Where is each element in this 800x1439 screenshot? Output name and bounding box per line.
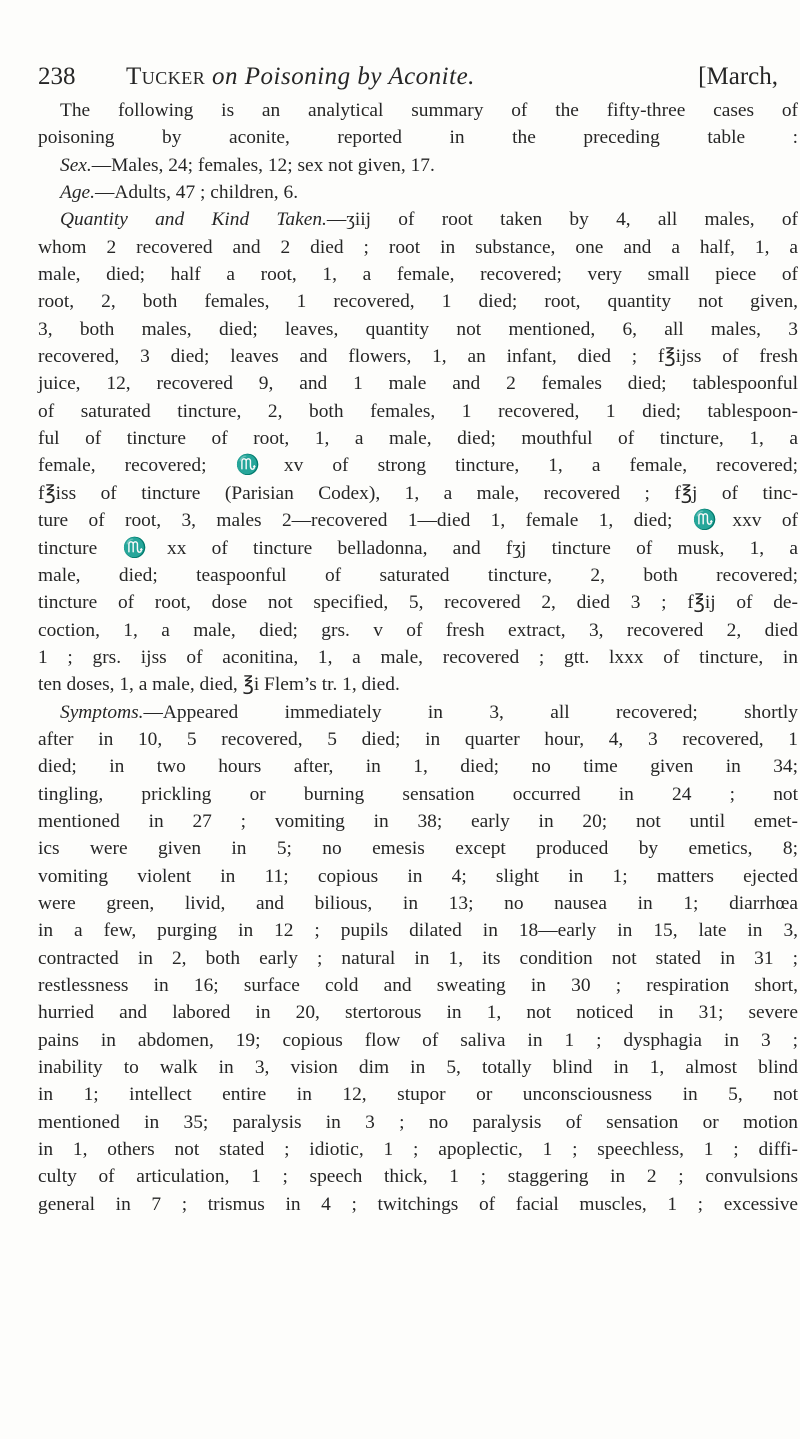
text-line [38, 945, 798, 972]
text-line [38, 863, 798, 890]
text-line [38, 726, 798, 753]
line-text: after in 10, 5 recovered, 5 died; in quarter hour, 4, 3 recovered, 1 [38, 728, 798, 750]
line-text: 1 ; grs. ijss of aconitina, 1, a male, recovered ; gtt. lxxx of tincture, in [38, 646, 798, 668]
line-text: male, died; teaspoonful of saturated tincture, 2, both recovered; [38, 564, 798, 586]
text-line [38, 562, 798, 589]
line-text: ten doses, 1, a male, died, ℥i Flem’s tr. 1, died. [38, 674, 400, 696]
line-text: tingling, prickling or burning sensation occurred in 24 ; not [38, 783, 798, 805]
text-line [38, 781, 798, 808]
text-line [38, 589, 798, 616]
text-line [38, 480, 798, 507]
text-line [38, 1027, 798, 1054]
line-text: ics were given in 5; no emesis except produced by emetics, 8; [38, 838, 798, 860]
line-text: general in 7 ; trismus in 4 ; twitchings of facial muscles, 1 ; excessive [38, 1193, 798, 1215]
section-heading: Sex. [60, 154, 92, 176]
running-title-subject: Poisoning by Aconite. [244, 63, 475, 90]
line-text: f℥iss of tincture (Parisian Codex), 1, a male, recovered ; f℥j of tinc- [38, 482, 798, 504]
line-text: culty of articulation, 1 ; speech thick, 1 ; staggering in 2 ; convulsions [38, 1166, 798, 1188]
line-text: —Appeared immediately in 3, all recovered; shortly [143, 701, 798, 723]
text-line [38, 1109, 798, 1136]
line-text: —Adults, 47 ; children, 6. [95, 182, 299, 204]
line-text: recovered, 3 died; leaves and flowers, 1, an infant, died ; f℥ijss of fresh [38, 346, 798, 368]
text-line [38, 1191, 798, 1218]
line-text: The following is an analytical summary of the fifty-three cases of [60, 100, 798, 121]
line-text: mentioned in 27 ; vomiting in 38; early in 20; not until emet- [38, 810, 798, 832]
line-text: inability to walk in 3, vision dim in 5, totally blind in 1, almost blind [38, 1057, 798, 1079]
text-line [38, 425, 798, 452]
text-line [38, 1163, 798, 1190]
line-text: contracted in 2, both early ; natural in 1, its condition not stated in 31 ; [38, 947, 798, 969]
line-text: ful of tincture of root, 1, a male, died; mouthful of tincture, 1, a [38, 428, 798, 450]
running-title [126, 60, 475, 94]
text-line [38, 671, 798, 698]
text-line [38, 288, 798, 315]
text-line [38, 398, 798, 425]
line-text: vomiting violent in 11; copious in 4; slight in 1; matters ejected [38, 865, 798, 887]
text-line [38, 617, 798, 644]
line-text: —ʒiij of root taken by 4, all males, of [326, 209, 798, 231]
text-line [38, 917, 798, 944]
line-text: in a few, purging in 12 ; pupils dilated in 18—early in 15, late in 3, [38, 920, 798, 942]
page-number: 238 [38, 63, 76, 90]
section-heading: Age. [60, 182, 95, 204]
line-text: restlessness in 16; surface cold and sweating in 30 ; respiration short, [38, 975, 798, 996]
line-text: tincture ♏xx of tincture belladonna, and fʒj tincture of musk, 1, a [38, 537, 798, 559]
text-line [38, 452, 798, 479]
running-header-month: [March, [698, 63, 778, 90]
body-text [38, 97, 798, 1218]
section-line [38, 206, 798, 233]
line-text: —Males, 24; females, 12; sex not given, 17. [91, 154, 435, 176]
text-line [38, 999, 798, 1026]
line-text: coction, 1, a male, died; grs. v of fresh extract, 3, recovered 2, died [38, 619, 798, 641]
text-line [38, 972, 798, 999]
text-line [38, 97, 798, 124]
line-text: male, died; half a root, 1, a female, recovered; very small piece of [38, 264, 798, 286]
text-line [38, 507, 798, 534]
line-text: root, 2, both females, 1 recovered, 1 died; root, quantity not given, [38, 291, 798, 313]
line-text: in 1; intellect entire in 12, stupor or unconsciousness in 5, not [38, 1084, 798, 1106]
line-text: tincture of root, dose not specified, 5, recovered 2, died 3 ; f℥ij of de- [38, 592, 798, 614]
text-line [38, 1081, 798, 1108]
line-text: poisoning by aconite, reported in the preceding table : [38, 127, 798, 149]
text-line [38, 234, 798, 261]
line-text: 3, both males, died; leaves, quantity not mentioned, 6, all males, 3 [38, 318, 798, 340]
text-line [38, 343, 798, 370]
line-text: juice, 12, recovered 9, and 1 male and 2 females died; tablespoonful [38, 373, 798, 395]
section-line [38, 179, 798, 206]
section-heading: Symptoms. [60, 701, 144, 723]
text-line [38, 890, 798, 917]
text-line [38, 753, 798, 780]
text-line [38, 261, 798, 288]
text-line [38, 1136, 798, 1163]
line-text: mentioned in 35; paralysis in 3 ; no paralysis of sensation or motion [38, 1111, 798, 1133]
line-text: whom 2 recovered and 2 died ; root in substance, one and a half, 1, a [38, 236, 798, 258]
section-line [38, 152, 798, 179]
text-line [38, 835, 798, 862]
text-line [38, 535, 798, 562]
section-line [38, 699, 798, 726]
running-title-author: Tucker [126, 63, 206, 90]
line-text: of saturated tincture, 2, both females, 1 recovered, 1 died; tablespoon- [38, 400, 798, 422]
line-text: female, recovered; ♏xv of strong tincture, 1, a female, recovered; [38, 455, 798, 477]
line-text: hurried and labored in 20, stertorous in 1, not noticed in 31; severe [38, 1002, 798, 1024]
running-header [38, 60, 778, 94]
text-line [38, 644, 798, 671]
text-line [38, 316, 798, 343]
text-line [38, 1054, 798, 1081]
line-text: ture of root, 3, males 2—recovered 1—died 1, female 1, died; ♏xxv of [38, 510, 798, 532]
text-line [38, 124, 798, 151]
text-line [38, 370, 798, 397]
section-heading: Quantity and Kind Taken. [60, 209, 327, 231]
line-text: died; in two hours after, in 1, died; no time given in 34; [38, 756, 798, 778]
line-text: were green, livid, and bilious, in 13; no nausea in 1; diarrhœa [38, 892, 798, 914]
line-text: in 1, others not stated ; idiotic, 1 ; apoplectic, 1 ; speechless, 1 ; diffi- [38, 1139, 798, 1161]
text-line [38, 808, 798, 835]
running-title-connector: on [212, 63, 239, 90]
line-text: pains in abdomen, 19; copious flow of saliva in 1 ; dysphagia in 3 ; [38, 1029, 798, 1051]
